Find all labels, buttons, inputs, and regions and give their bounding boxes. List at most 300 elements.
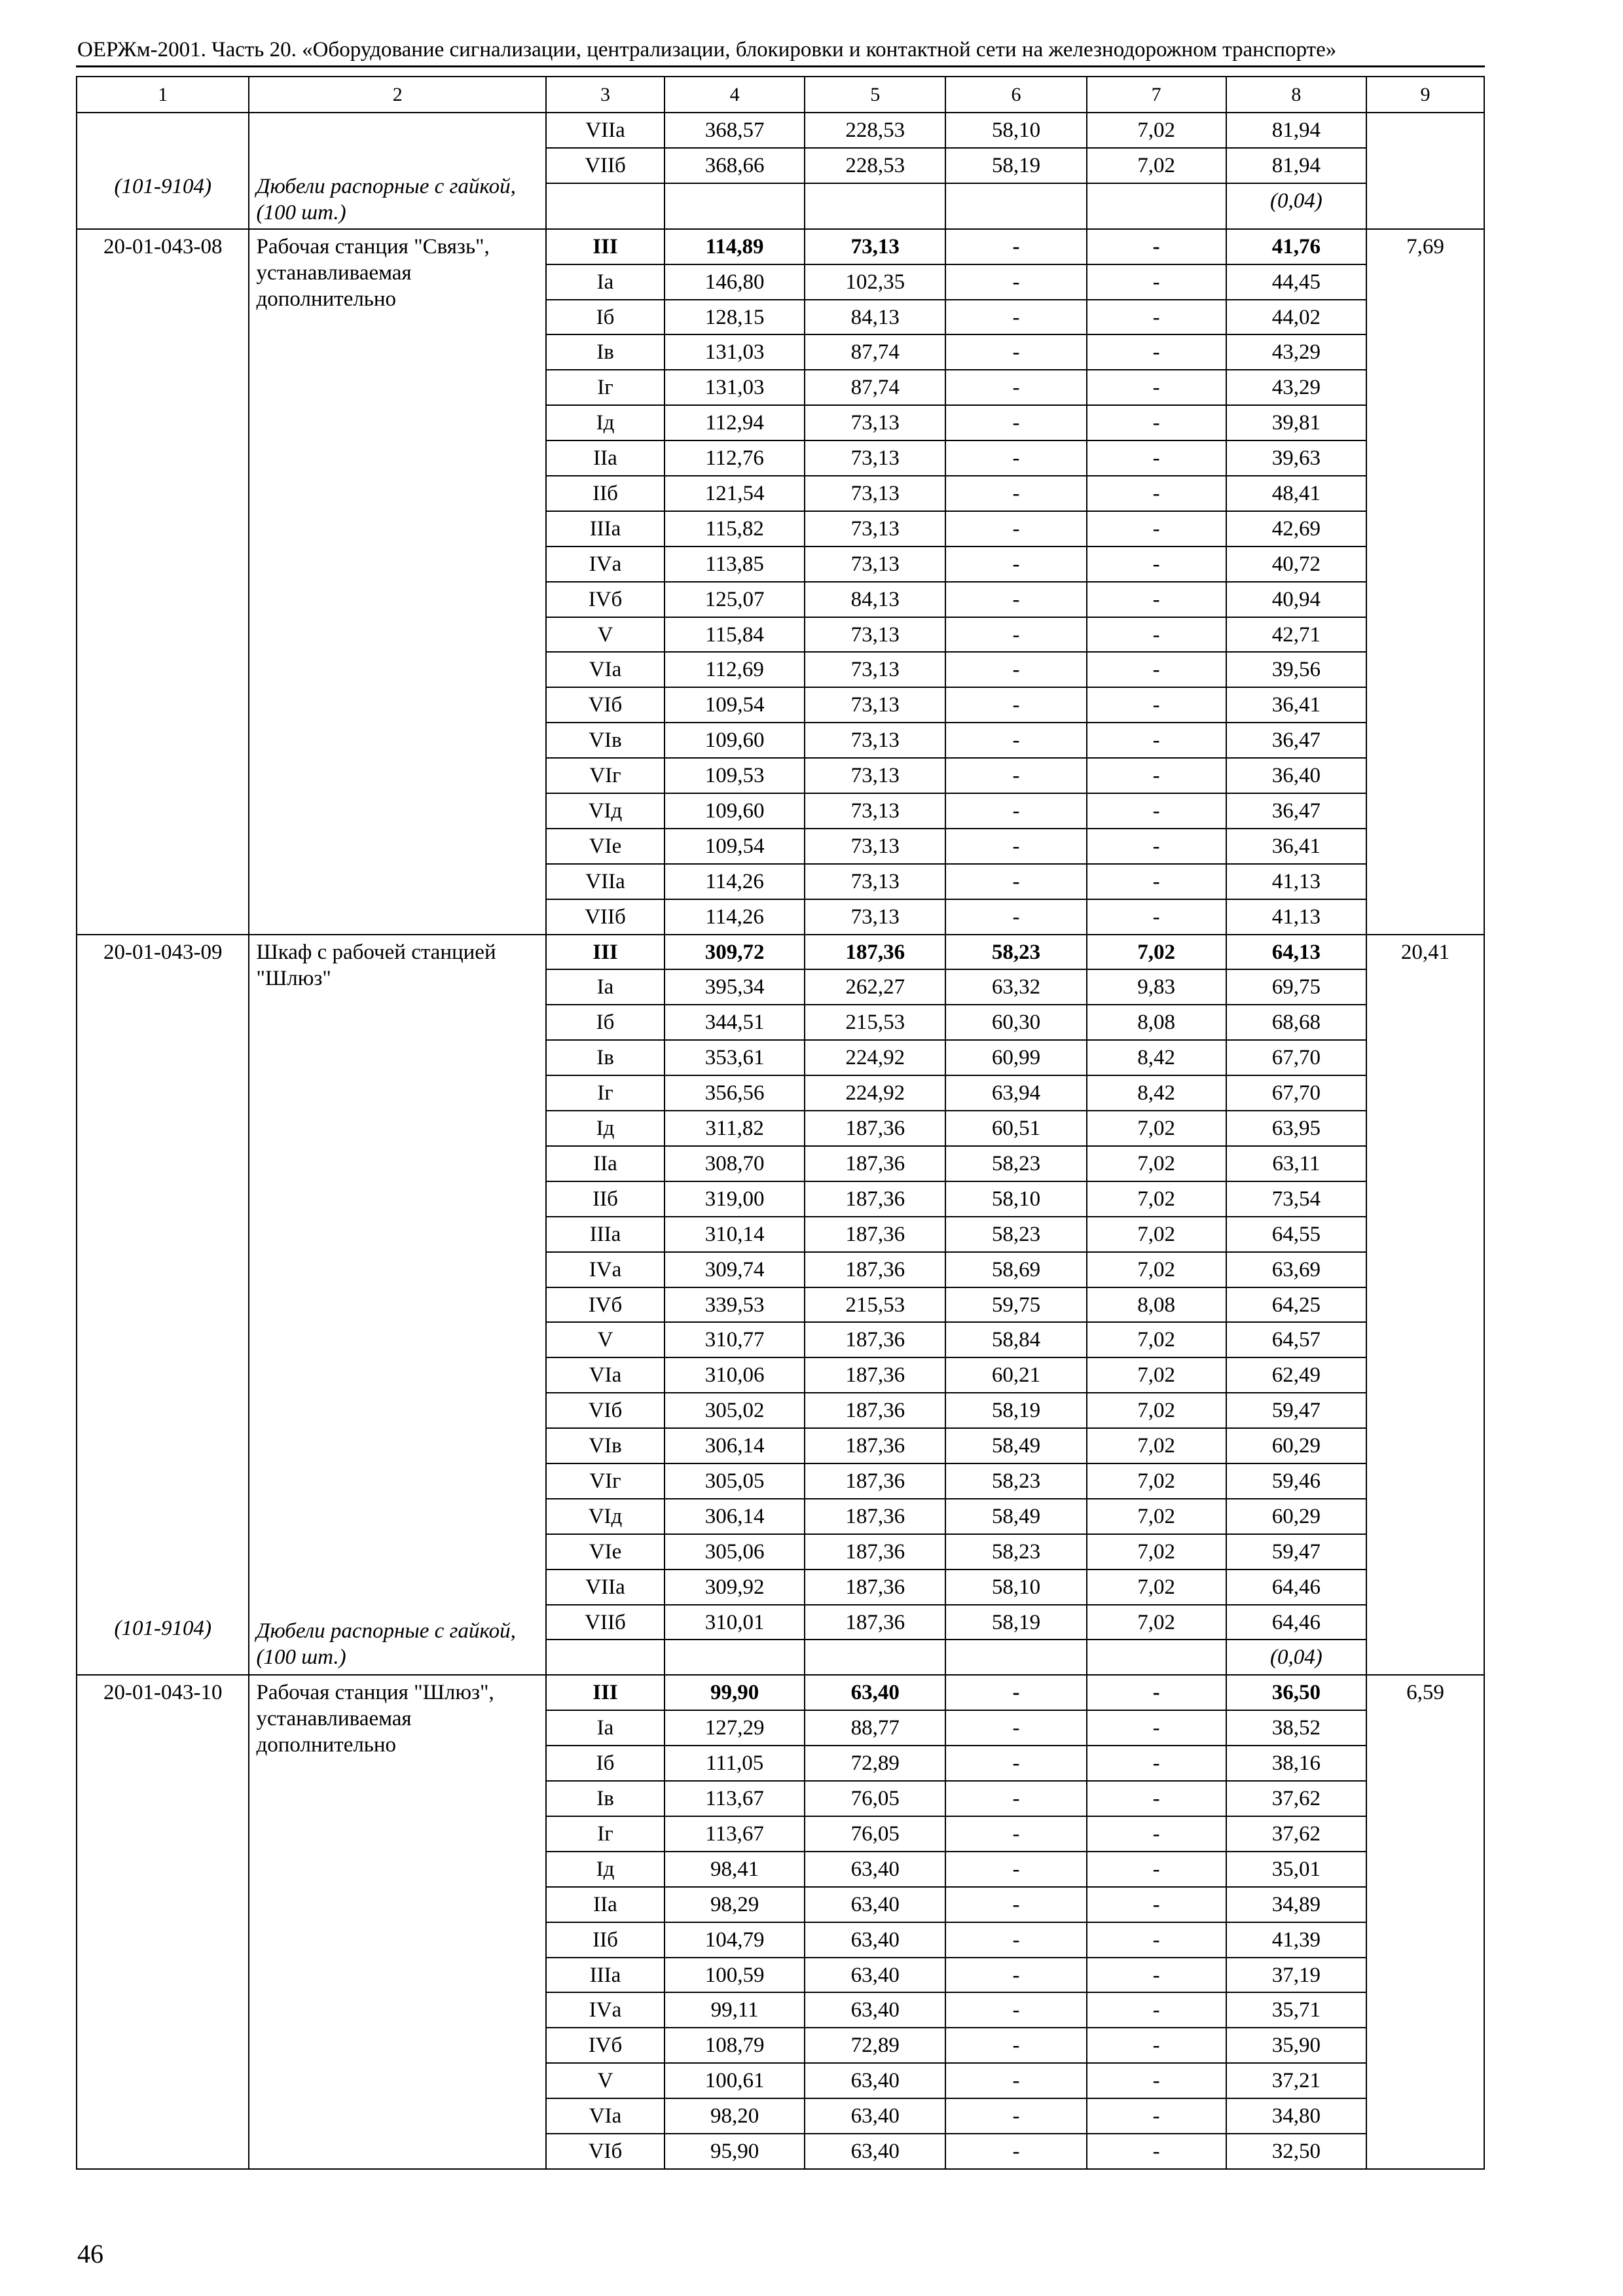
value-cell-c7: -: [1087, 2028, 1226, 2063]
value-cell-c6: -: [945, 476, 1086, 511]
table-row: [77, 935, 1484, 970]
value-cell-c7: 8,42: [1087, 1040, 1226, 1075]
value-cell-c7: -: [1087, 370, 1226, 405]
empty-cell: [805, 183, 945, 229]
value-cell-c4: 113,67: [665, 1816, 805, 1852]
value-cell-c8: 68,68: [1226, 1005, 1366, 1040]
value-cell-c5: 228,53: [805, 113, 945, 148]
value-cell-c4: 115,82: [665, 511, 805, 547]
value-cell-c8: 44,02: [1226, 300, 1366, 335]
value-cell-c8: 67,70: [1226, 1075, 1366, 1111]
value-cell-c6: 58,23: [945, 1146, 1086, 1181]
value-cell-c5: 228,53: [805, 148, 945, 183]
value-cell-c5: 187,36: [805, 1393, 945, 1428]
value-cell-c7: -: [1087, 1958, 1226, 1993]
value-cell-c8: 36,41: [1226, 829, 1366, 864]
column-header-7: 7: [1087, 77, 1226, 113]
value-cell-c5: 76,05: [805, 1781, 945, 1816]
col9-cell: 20,41: [1366, 935, 1484, 1676]
value-cell-c4: 109,53: [665, 758, 805, 793]
rates-table: [76, 76, 1485, 2170]
value-cell-c6: 58,49: [945, 1428, 1086, 1463]
value-cell-c6: -: [945, 1852, 1086, 1887]
value-cell-c8: 38,52: [1226, 1710, 1366, 1746]
value-cell-c6: -: [945, 617, 1086, 653]
value-cell-c4: 112,69: [665, 652, 805, 687]
value-cell-c7: -: [1087, 1781, 1226, 1816]
value-cell-c8: 38,16: [1226, 1746, 1366, 1781]
zone-cell: VIв: [546, 723, 665, 758]
value-cell-c7: 7,02: [1087, 1605, 1226, 1640]
value-cell-c5: 73,13: [805, 617, 945, 653]
zone-cell: IIб: [546, 1181, 665, 1217]
value-cell-c7: -: [1087, 2134, 1226, 2169]
value-cell-c6: -: [945, 1816, 1086, 1852]
value-cell-c4: 309,72: [665, 935, 805, 970]
value-cell-c8: 81,94: [1226, 148, 1366, 183]
value-cell-c7: -: [1087, 511, 1226, 547]
value-cell-c6: 63,32: [945, 969, 1086, 1005]
value-cell-c4: 306,14: [665, 1499, 805, 1534]
value-cell-c4: 305,05: [665, 1463, 805, 1499]
value-cell-c4: 309,92: [665, 1570, 805, 1605]
value-cell-c8: 64,25: [1226, 1287, 1366, 1323]
value-cell-c5: 187,36: [805, 1181, 945, 1217]
empty-cell: [1087, 1640, 1226, 1675]
value-cell-c8: 81,94: [1226, 113, 1366, 148]
value-cell-c4: 305,06: [665, 1534, 805, 1570]
zone-cell: V: [546, 1322, 665, 1357]
zone-cell: VIв: [546, 1428, 665, 1463]
zone-cell: VIа: [546, 652, 665, 687]
value-cell-c5: 73,13: [805, 829, 945, 864]
zone-cell: IVб: [546, 1287, 665, 1323]
value-cell-c8: 63,69: [1226, 1252, 1366, 1287]
value-cell-c7: -: [1087, 1992, 1226, 2028]
code-cell: [77, 229, 249, 935]
column-header-row: [77, 77, 1484, 113]
value-cell-c5: 73,13: [805, 723, 945, 758]
value-cell-c4: 98,29: [665, 1887, 805, 1922]
value-cell-c8: 37,21: [1226, 2063, 1366, 2098]
value-cell-c5: 187,36: [805, 1463, 945, 1499]
value-cell-c6: 63,94: [945, 1075, 1086, 1111]
value-cell-c4: 109,60: [665, 723, 805, 758]
value-cell-c5: 63,40: [805, 1887, 945, 1922]
value-cell-c5: 73,13: [805, 440, 945, 476]
value-cell-c8: 73,54: [1226, 1181, 1366, 1217]
value-cell-c5: 84,13: [805, 300, 945, 335]
value-cell-c4: 115,84: [665, 617, 805, 653]
rate-name: Рабочая станция "Связь", устанавливаемая дополнительно: [256, 234, 490, 311]
resource-name: Дюбели распорные с гайкой, (100 шт.): [256, 174, 516, 224]
col9-cell: 6,59: [1366, 1675, 1484, 2168]
value-cell-c8: 60,29: [1226, 1499, 1366, 1534]
value-cell-c7: -: [1087, 1922, 1226, 1958]
value-cell-c6: -: [945, 723, 1086, 758]
zone-cell: Iа: [546, 1710, 665, 1746]
value-cell-c6: 58,23: [945, 1463, 1086, 1499]
zone-cell: VIб: [546, 2134, 665, 2169]
value-cell-c5: 63,40: [805, 1922, 945, 1958]
value-cell-c6: -: [945, 1746, 1086, 1781]
value-cell-c8: 36,47: [1226, 793, 1366, 829]
value-cell-c4: 111,05: [665, 1746, 805, 1781]
zone-cell: VIб: [546, 687, 665, 723]
zone-cell: Iб: [546, 300, 665, 335]
empty-cell: [546, 183, 665, 229]
value-cell-c5: 224,92: [805, 1040, 945, 1075]
value-cell-c8: 69,75: [1226, 969, 1366, 1005]
value-cell-c7: -: [1087, 405, 1226, 440]
zone-cell: VIIа: [546, 1570, 665, 1605]
zone-cell: VIIа: [546, 864, 665, 899]
name-cell: [249, 935, 546, 1676]
zone-cell: IIб: [546, 1922, 665, 1958]
zone-cell: IIIа: [546, 1958, 665, 1993]
value-cell-c7: 7,02: [1087, 148, 1226, 183]
value-cell-c7: -: [1087, 2063, 1226, 2098]
value-cell-c4: 100,61: [665, 2063, 805, 2098]
value-cell-c7: -: [1087, 652, 1226, 687]
resource-value: (0,04): [1226, 183, 1366, 229]
empty-cell: [546, 1640, 665, 1675]
value-cell-c4: 309,74: [665, 1252, 805, 1287]
zone-cell: Iв: [546, 334, 665, 370]
zone-cell: V: [546, 617, 665, 653]
value-cell-c8: 63,95: [1226, 1111, 1366, 1146]
value-cell-c6: -: [945, 229, 1086, 264]
value-cell-c7: -: [1087, 864, 1226, 899]
name-cell: [249, 113, 546, 229]
zone-cell: III: [546, 229, 665, 264]
value-cell-c5: 87,74: [805, 370, 945, 405]
value-cell-c4: 99,11: [665, 1992, 805, 2028]
value-cell-c5: 73,13: [805, 229, 945, 264]
value-cell-c6: -: [945, 687, 1086, 723]
value-cell-c5: 88,77: [805, 1710, 945, 1746]
value-cell-c4: 112,76: [665, 440, 805, 476]
empty-cell: [945, 1640, 1086, 1675]
value-cell-c5: 73,13: [805, 793, 945, 829]
value-cell-c7: 7,02: [1087, 1428, 1226, 1463]
code-cell: [77, 113, 249, 229]
value-cell-c5: 187,36: [805, 1534, 945, 1570]
zone-cell: IIб: [546, 476, 665, 511]
value-cell-c6: -: [945, 1958, 1086, 1993]
value-cell-c7: -: [1087, 758, 1226, 793]
value-cell-c5: 76,05: [805, 1816, 945, 1852]
value-cell-c6: -: [945, 758, 1086, 793]
value-cell-c7: -: [1087, 334, 1226, 370]
value-cell-c5: 187,36: [805, 1428, 945, 1463]
value-cell-c5: 187,36: [805, 1217, 945, 1252]
value-cell-c5: 63,40: [805, 1675, 945, 1710]
value-cell-c4: 310,77: [665, 1322, 805, 1357]
value-cell-c8: 39,63: [1226, 440, 1366, 476]
value-cell-c7: 7,02: [1087, 1357, 1226, 1393]
zone-cell: Iб: [546, 1005, 665, 1040]
value-cell-c8: 59,47: [1226, 1393, 1366, 1428]
zone-cell: VIе: [546, 1534, 665, 1570]
zone-cell: VIIа: [546, 113, 665, 148]
value-cell-c7: 8,42: [1087, 1075, 1226, 1111]
value-cell-c8: 43,29: [1226, 370, 1366, 405]
value-cell-c8: 40,94: [1226, 582, 1366, 617]
value-cell-c8: 40,72: [1226, 547, 1366, 582]
column-header-4: 4: [665, 77, 805, 113]
value-cell-c5: 63,40: [805, 1852, 945, 1887]
value-cell-c7: 7,02: [1087, 1252, 1226, 1287]
resource-name: Дюбели распорные с гайкой, (100 шт.): [256, 1619, 516, 1670]
value-cell-c8: 42,71: [1226, 617, 1366, 653]
value-cell-c4: 100,59: [665, 1958, 805, 1993]
value-cell-c6: 58,10: [945, 1570, 1086, 1605]
value-cell-c4: 131,03: [665, 370, 805, 405]
value-cell-c6: -: [945, 1922, 1086, 1958]
code-cell: [77, 1675, 249, 2168]
value-cell-c8: 34,89: [1226, 1887, 1366, 1922]
zone-cell: VIд: [546, 793, 665, 829]
value-cell-c5: 73,13: [805, 476, 945, 511]
value-cell-c8: 36,40: [1226, 758, 1366, 793]
value-cell-c6: 60,21: [945, 1357, 1086, 1393]
value-cell-c6: -: [945, 300, 1086, 335]
value-cell-c5: 72,89: [805, 1746, 945, 1781]
col9-cell: [1366, 113, 1484, 229]
value-cell-c5: 187,36: [805, 1252, 945, 1287]
value-cell-c7: -: [1087, 2098, 1226, 2134]
value-cell-c8: 41,13: [1226, 899, 1366, 935]
value-cell-c8: 37,62: [1226, 1781, 1366, 1816]
resource-code: (101-9104): [114, 1617, 211, 1641]
value-cell-c8: 64,46: [1226, 1570, 1366, 1605]
value-cell-c7: 7,02: [1087, 1534, 1226, 1570]
value-cell-c5: 73,13: [805, 652, 945, 687]
value-cell-c7: -: [1087, 617, 1226, 653]
value-cell-c7: 8,08: [1087, 1287, 1226, 1323]
value-cell-c6: 60,99: [945, 1040, 1086, 1075]
value-cell-c7: -: [1087, 1816, 1226, 1852]
value-cell-c6: -: [945, 405, 1086, 440]
value-cell-c6: -: [945, 511, 1086, 547]
zone-cell: IIIа: [546, 511, 665, 547]
value-cell-c5: 187,36: [805, 935, 945, 970]
value-cell-c7: -: [1087, 687, 1226, 723]
zone-cell: Iв: [546, 1781, 665, 1816]
value-cell-c7: 7,02: [1087, 1217, 1226, 1252]
value-cell-c7: -: [1087, 1675, 1226, 1710]
value-cell-c4: 113,67: [665, 1781, 805, 1816]
zone-cell: VIд: [546, 1499, 665, 1534]
value-cell-c8: 36,47: [1226, 723, 1366, 758]
zone-cell: IVа: [546, 1252, 665, 1287]
value-cell-c8: 62,49: [1226, 1357, 1366, 1393]
value-cell-c5: 63,40: [805, 2098, 945, 2134]
value-cell-c6: -: [945, 1710, 1086, 1746]
value-cell-c4: 344,51: [665, 1005, 805, 1040]
value-cell-c5: 63,40: [805, 1992, 945, 2028]
zone-cell: III: [546, 1675, 665, 1710]
column-header-6: 6: [945, 77, 1086, 113]
value-cell-c7: -: [1087, 1746, 1226, 1781]
value-cell-c6: 58,23: [945, 1534, 1086, 1570]
resource-code: (101-9104): [114, 174, 211, 198]
value-cell-c6: -: [945, 334, 1086, 370]
value-cell-c8: 64,55: [1226, 1217, 1366, 1252]
value-cell-c4: 98,41: [665, 1852, 805, 1887]
name-cell: [249, 229, 546, 935]
value-cell-c6: -: [945, 793, 1086, 829]
value-cell-c5: 215,53: [805, 1287, 945, 1323]
value-cell-c6: -: [945, 1781, 1086, 1816]
zone-cell: Iг: [546, 1075, 665, 1111]
column-header-1: 1: [77, 77, 249, 113]
value-cell-c4: 109,54: [665, 687, 805, 723]
value-cell-c4: 305,02: [665, 1393, 805, 1428]
value-cell-c4: 311,82: [665, 1111, 805, 1146]
value-cell-c4: 108,79: [665, 2028, 805, 2063]
value-cell-c7: -: [1087, 723, 1226, 758]
value-cell-c4: 368,57: [665, 113, 805, 148]
zone-cell: Iа: [546, 969, 665, 1005]
value-cell-c7: 7,02: [1087, 1570, 1226, 1605]
zone-cell: VIг: [546, 1463, 665, 1499]
value-cell-c7: 7,02: [1087, 1463, 1226, 1499]
zone-cell: VIг: [546, 758, 665, 793]
value-cell-c5: 73,13: [805, 864, 945, 899]
value-cell-c7: 8,08: [1087, 1005, 1226, 1040]
value-cell-c7: 7,02: [1087, 1322, 1226, 1357]
value-cell-c8: 60,29: [1226, 1428, 1366, 1463]
value-cell-c7: 7,02: [1087, 113, 1226, 148]
value-cell-c6: 60,51: [945, 1111, 1086, 1146]
value-cell-c4: 98,20: [665, 2098, 805, 2134]
value-cell-c5: 73,13: [805, 899, 945, 935]
zone-cell: Iд: [546, 1852, 665, 1887]
value-cell-c6: 58,84: [945, 1322, 1086, 1357]
col9-cell: 7,69: [1366, 229, 1484, 935]
value-cell-c6: 58,69: [945, 1252, 1086, 1287]
zone-cell: Iд: [546, 405, 665, 440]
empty-cell: [665, 1640, 805, 1675]
zone-cell: IVб: [546, 2028, 665, 2063]
value-cell-c6: -: [945, 1992, 1086, 2028]
value-cell-c6: -: [945, 440, 1086, 476]
value-cell-c4: 131,03: [665, 334, 805, 370]
value-cell-c8: 64,46: [1226, 1605, 1366, 1640]
value-cell-c6: -: [945, 1675, 1086, 1710]
value-cell-c8: 35,71: [1226, 1992, 1366, 2028]
table-row: [77, 113, 1484, 148]
value-cell-c8: 42,69: [1226, 511, 1366, 547]
resource-value: (0,04): [1226, 1640, 1366, 1675]
value-cell-c6: 58,10: [945, 1181, 1086, 1217]
value-cell-c7: -: [1087, 300, 1226, 335]
value-cell-c4: 127,29: [665, 1710, 805, 1746]
zone-cell: IVб: [546, 582, 665, 617]
value-cell-c4: 125,07: [665, 582, 805, 617]
value-cell-c7: 7,02: [1087, 1181, 1226, 1217]
value-cell-c4: 121,54: [665, 476, 805, 511]
value-cell-c5: 73,13: [805, 405, 945, 440]
page-header-title: ОЕРЖм-2001. Часть 20. «Оборудование сигнализации, централизации, блокировки и контактной сети на железнодорожном транспорте»: [77, 38, 1337, 62]
value-cell-c7: -: [1087, 793, 1226, 829]
zone-cell: Iг: [546, 1816, 665, 1852]
value-cell-c6: -: [945, 547, 1086, 582]
value-cell-c5: 187,36: [805, 1499, 945, 1534]
value-cell-c5: 73,13: [805, 547, 945, 582]
table-row: [77, 1675, 1484, 1710]
value-cell-c5: 73,13: [805, 511, 945, 547]
value-cell-c7: 7,02: [1087, 1111, 1226, 1146]
value-cell-c4: 368,66: [665, 148, 805, 183]
value-cell-c4: 310,01: [665, 1605, 805, 1640]
zone-cell: Iб: [546, 1746, 665, 1781]
value-cell-c6: 60,30: [945, 1005, 1086, 1040]
value-cell-c8: 32,50: [1226, 2134, 1366, 2169]
value-cell-c8: 64,57: [1226, 1322, 1366, 1357]
value-cell-c4: 353,61: [665, 1040, 805, 1075]
value-cell-c4: 95,90: [665, 2134, 805, 2169]
zone-cell: IIа: [546, 440, 665, 476]
value-cell-c4: 99,90: [665, 1675, 805, 1710]
value-cell-c7: -: [1087, 476, 1226, 511]
zone-cell: IVа: [546, 547, 665, 582]
value-cell-c6: -: [945, 264, 1086, 300]
value-cell-c6: -: [945, 2063, 1086, 2098]
value-cell-c6: 59,75: [945, 1287, 1086, 1323]
zone-cell: VIIб: [546, 148, 665, 183]
value-cell-c6: 58,19: [945, 1393, 1086, 1428]
zone-cell: IIа: [546, 1146, 665, 1181]
value-cell-c4: 114,26: [665, 899, 805, 935]
value-cell-c4: 310,14: [665, 1217, 805, 1252]
value-cell-c4: 339,53: [665, 1287, 805, 1323]
value-cell-c5: 187,36: [805, 1146, 945, 1181]
zone-cell: VIа: [546, 2098, 665, 2134]
rate-name: Рабочая станция "Шлюз", устанавливаемая дополнительно: [256, 1681, 494, 1757]
value-cell-c7: -: [1087, 829, 1226, 864]
value-cell-c4: 114,89: [665, 229, 805, 264]
value-cell-c8: 37,62: [1226, 1816, 1366, 1852]
value-cell-c6: -: [945, 582, 1086, 617]
value-cell-c5: 215,53: [805, 1005, 945, 1040]
name-cell: [249, 1675, 546, 2168]
value-cell-c6: -: [945, 864, 1086, 899]
value-cell-c8: 63,11: [1226, 1146, 1366, 1181]
empty-cell: [665, 183, 805, 229]
value-cell-c7: 9,83: [1087, 969, 1226, 1005]
zone-cell: IIа: [546, 1887, 665, 1922]
rate-code: 20-01-043-10: [103, 1681, 223, 1705]
value-cell-c5: 73,13: [805, 758, 945, 793]
zone-cell: V: [546, 2063, 665, 2098]
value-cell-c8: 41,13: [1226, 864, 1366, 899]
header-divider: [76, 65, 1485, 67]
zone-cell: Iв: [546, 1040, 665, 1075]
zone-cell: IIIа: [546, 1217, 665, 1252]
value-cell-c8: 44,45: [1226, 264, 1366, 300]
value-cell-c7: -: [1087, 582, 1226, 617]
page-number: 46: [77, 2239, 103, 2269]
value-cell-c8: 43,29: [1226, 334, 1366, 370]
value-cell-c4: 109,54: [665, 829, 805, 864]
value-cell-c5: 73,13: [805, 687, 945, 723]
value-cell-c4: 113,85: [665, 547, 805, 582]
value-cell-c8: 59,46: [1226, 1463, 1366, 1499]
value-cell-c7: 7,02: [1087, 1393, 1226, 1428]
